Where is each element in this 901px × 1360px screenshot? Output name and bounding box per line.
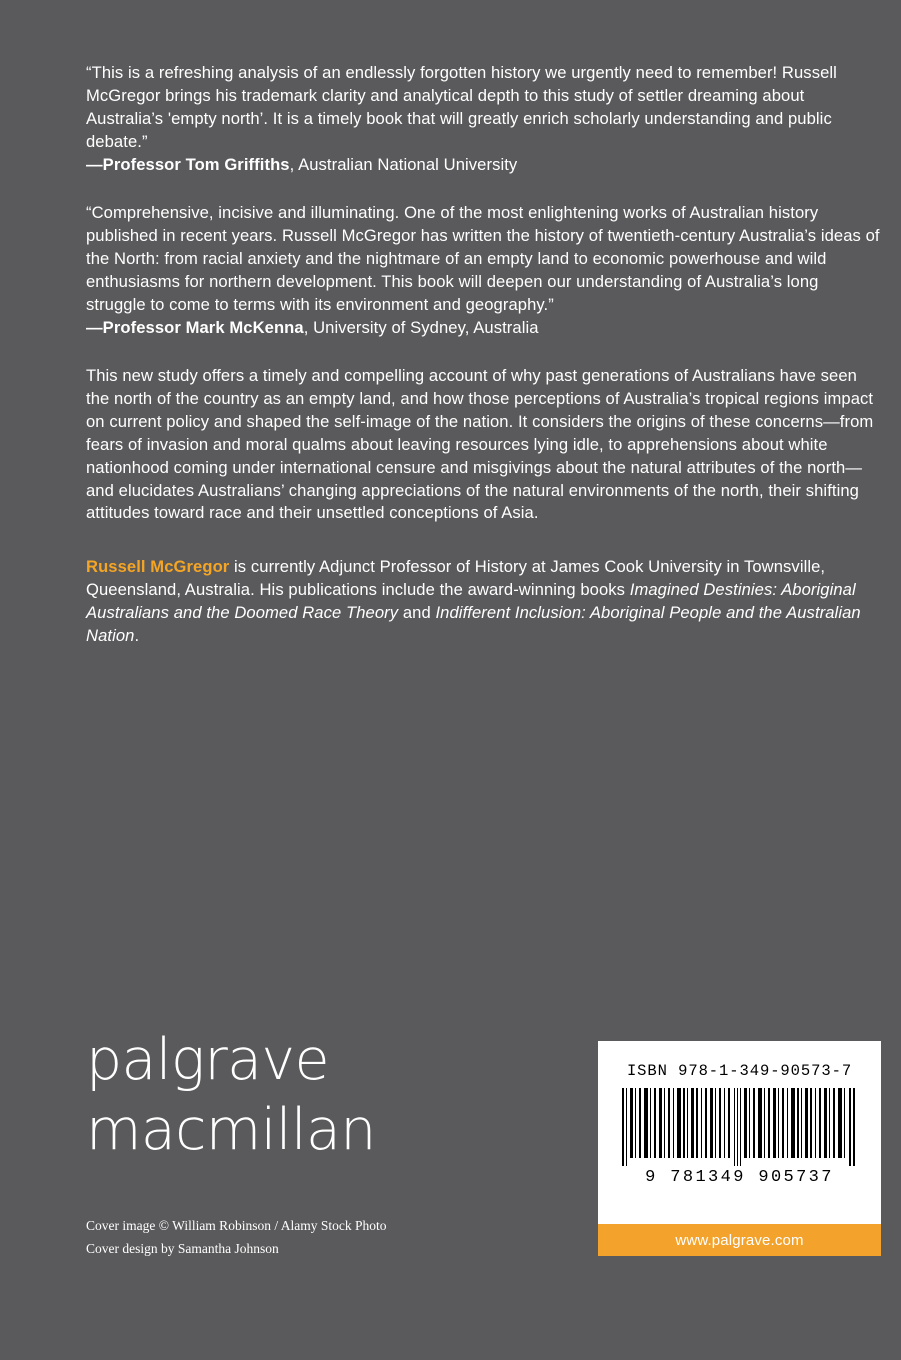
endorsement-attribution-2 — [86, 317, 881, 340]
publisher-website[interactable]: www.palgrave.com — [598, 1224, 881, 1256]
cover-design-credit: Cover design by Samantha Johnson — [86, 1241, 279, 1257]
endorsement-attribution-affiliation-1: , Australian National University — [289, 154, 518, 174]
endorsement-attribution-name-1: —Professor Tom Griffiths — [86, 154, 290, 174]
author-bio-part-3: . — [134, 626, 140, 646]
cover-image-credit: Cover image © William Robinson / Alamy Stock Photo — [86, 1218, 387, 1233]
publisher-logo — [86, 1027, 376, 1163]
ean-digits: 9 781349 905737 — [645, 1168, 834, 1187]
blurb-text — [86, 62, 881, 648]
author-name: Russell McGregor — [86, 557, 230, 577]
endorsement-quote-1: “This is a refreshing analysis of an endlessly forgotten history we urgently need to remember! Russell McGregor brings his trademark clarity and analytical depth to this study of settler dreaming about Australia’s 'empty north’. It is a timely book that will greatly enrich scholarly understanding and public debate.” — [86, 63, 837, 151]
author-bio — [86, 556, 881, 648]
author-book-title-1: Imagined Destinies: Aboriginal Australians and the Doomed Race Theory — [86, 580, 856, 623]
author-bio-part-1: is currently Adjunct Professor of History at James Cook University in Townsville, Queensland, Australia. His publications include the award-winning books — [86, 557, 826, 600]
publisher-logo-line-1: palgrave — [86, 1027, 329, 1093]
author-book-title-2: Indifferent Inclusion: Aboriginal People and the Australian Nation — [86, 603, 861, 646]
book-description: This new study offers a timely and compelling account of why past generations of Australians have seen the north of the country as an empty land, and how those perceptions of Australia’s tropical regions impact on current policy and shaped the self-image of the nation. It considers the origins of these concerns—from fears of invasion and moral qualms about leaving resources lying idle, to apprehensions about white nationhood coming under international censure and misgivings about the natural attributes of the north—and elucidates Australians’ changing appreciations of the natural environments of the north, their shifting attitudes toward race and their unsettled conceptions of Asia. — [86, 365, 874, 523]
endorsement-attribution-1 — [86, 154, 881, 177]
endorsement-attribution-affiliation-2: , University of Sydney, Australia — [303, 317, 539, 337]
endorsement-attribution-name-2: —Professor Mark McKenna — [86, 317, 304, 337]
endorsement-quote-2: “Comprehensive, incisive and illuminating. One of the most enlightening works of Australian history published in recent years. Russell McGregor has written the history of twentieth-century Australia’s ideas of the North: from racial anxiety and the nightmare of an empty land to economic powerhouse and wild enthusiasms for northern development. This book will deepen our understanding of Australia’s long struggle to come to terms with its environment and geography.” — [86, 202, 880, 314]
publisher-logo-line-2: macmillan — [86, 1097, 376, 1163]
isbn-label: ISBN 978-1-349-90573-7 — [626, 1062, 853, 1080]
author-bio-part-2: and — [398, 603, 436, 623]
barcode-block — [598, 1041, 881, 1256]
cover-credits — [86, 1214, 386, 1260]
barcode-icon — [622, 1088, 857, 1166]
